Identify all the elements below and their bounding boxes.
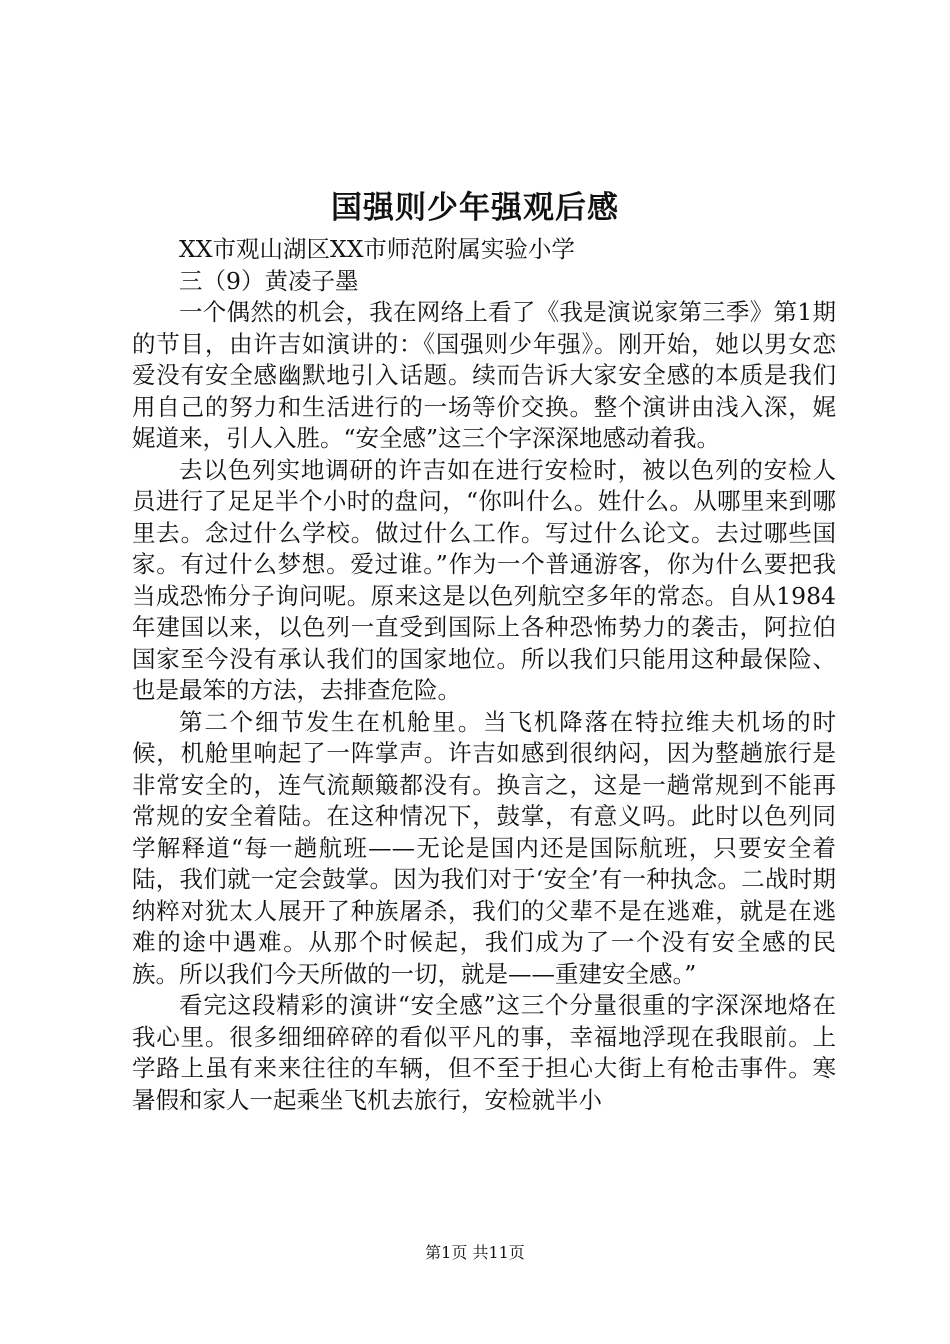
page-number-footer: 第1页 共11页 [425,1243,525,1262]
author-line: 三（9）黄凌子墨 [179,266,359,295]
paragraph: 第二个细节发生在机舱里。当飞机降落在特拉维夫机场的时候，机舱里响起了一阵掌声。许吉如感到很纳闷，因为整趟旅行是非常安全的，连气流颠簸都没有。换言之，这是一趟常规到不能再常规的安全着陆。在这种情况下，鼓掌，有意义吗。此时以色列同学解释道“每一趟航班——无论是国内还是国际航班，只要安全着陆，我们就一定会鼓掌。因为我们对于‘安全’有一种执念。二战时期纳粹对犹太人展开了种族屠杀，我们的父辈不是在逃难，就是在逃难的途中遇难。从那个时候起，我们成为了一个没有安全感的民族。所以我们今天所做的一切，就是——重建安全感。” [132,707,836,988]
school-line: XX市观山湖区XX市师范附属实验小学 [179,235,575,263]
paragraph: 一个偶然的机会，我在网络上看了《我是演说家第三季》第1期的节目，由许吉如演讲的：《国强则少年强》。刚开始，她以男女恋爱没有安全感幽默地引入话题。续而告诉大家安全感的本质是我们用自己的努力和生活进行的一场等价交换。整个演讲由浅入深，娓娓道来，引人入胜。“安全感”这三个字深深地感动着我。 [132,298,836,452]
paragraph: 看完这段精彩的演讲“安全感”这三个分量很重的字深深地烙在我心里。很多细细碎碎的看似平凡的事，幸福地浮现在我眼前。上学路上虽有来来往往的车辆，但不至于担心大街上有枪击事件。寒暑假和家人一起乘坐飞机去旅行，安检就半小 [132,991,836,1114]
paragraph: 去以色列实地调研的许吉如在进行安检时，被以色列的安检人员进行了足足半个小时的盘问，“你叫什么。姓什么。从哪里来到哪里去。念过什么学校。做过什么工作。写过什么论文。去过哪些国家。有过什么梦想。爱过谁。”作为一个普通游客，你为什么要把我当成恐怖分子询问呢。原来这是以色列航空多年的常态。自从1984年建国以来，以色列一直受到国际上各种恐怖势力的袭击，阿拉伯国家至今没有承认我们的国家地位。所以我们只能用这种最保险、也是最笨的方法，去排查危险。 [132,455,836,704]
document-title: 国强则少年强观后感 [331,190,619,226]
document-body [132,234,836,1116]
